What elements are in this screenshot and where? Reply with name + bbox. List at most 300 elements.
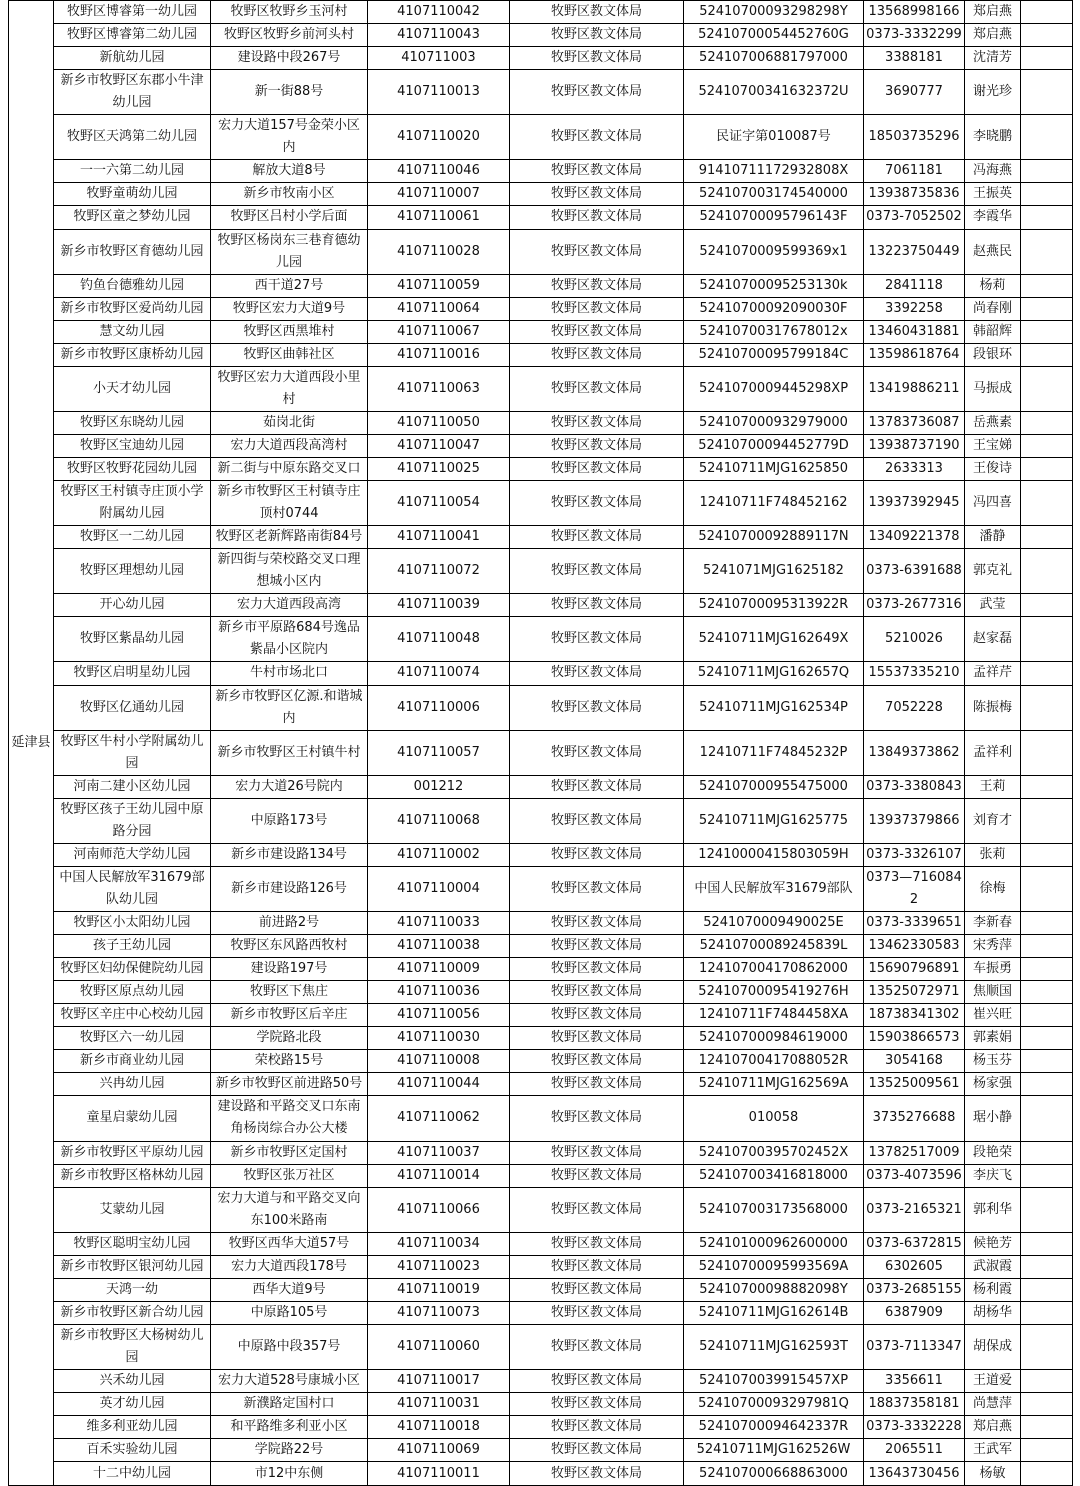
institution-code: 4107110073: [368, 1301, 510, 1324]
institution-code: 4107110025: [368, 458, 510, 481]
table-row: [9, 70, 1073, 115]
kindergarten-name: 牧野区理想幼儿园: [54, 549, 211, 594]
institution-code: 4107110023: [368, 1255, 510, 1278]
empty-cell: [1021, 798, 1073, 843]
registration-number: 5241070009445298XP: [684, 366, 864, 411]
contact-person: 赵燕民: [965, 229, 1021, 274]
registration-number: 52410700395702452X: [684, 1141, 864, 1164]
registration-number: 52410700054452760G: [684, 24, 864, 47]
institution-code: 001212: [368, 775, 510, 798]
table-row: [9, 958, 1073, 981]
kindergarten-name: 新乡市牧野区平原幼儿园: [54, 1141, 211, 1164]
table-row: [9, 1096, 1073, 1141]
table-row: [9, 411, 1073, 434]
contact-person: 车振勇: [965, 958, 1021, 981]
institution-code: 4107110064: [368, 297, 510, 320]
contact-person: 尚春刚: [965, 297, 1021, 320]
phone-number: 3690777: [864, 70, 965, 115]
registration-number: 52410700095799184C: [684, 343, 864, 366]
contact-person: 孟祥利: [965, 730, 1021, 775]
contact-person: 韩韶辉: [965, 320, 1021, 343]
empty-cell: [1021, 1278, 1073, 1301]
address: 牧野区牧野乡玉河村: [211, 1, 368, 24]
institution-code: 410711003: [368, 47, 510, 70]
phone-number: 13937379866: [864, 798, 965, 843]
supervising-department: 牧野区教文体局: [510, 229, 684, 274]
registration-number: 52410700095796143F: [684, 206, 864, 229]
supervising-department: 牧野区教文体局: [510, 617, 684, 662]
kindergarten-name: 牧野区博睿第一幼儿园: [54, 1, 211, 24]
address: 牛村市场北口: [211, 662, 368, 685]
registration-number: 52410700341632372U: [684, 70, 864, 115]
registration-number: 010058: [684, 1096, 864, 1141]
table-row: [9, 662, 1073, 685]
address: 茹岗北街: [211, 411, 368, 434]
contact-person: 陈振梅: [965, 685, 1021, 730]
address: 牧野区牧野乡前河头村: [211, 24, 368, 47]
supervising-department: 牧野区教文体局: [510, 1278, 684, 1301]
contact-person: 马振成: [965, 366, 1021, 411]
kindergarten-name: 童星启蒙幼儿园: [54, 1096, 211, 1141]
address: 前进路2号: [211, 912, 368, 935]
institution-code: 4107110004: [368, 866, 510, 911]
phone-number: 18837358181: [864, 1393, 965, 1416]
contact-person: 胡保成: [965, 1324, 1021, 1369]
table-row: [9, 798, 1073, 843]
institution-code: 4107110020: [368, 115, 510, 160]
table-row: [9, 1255, 1073, 1278]
supervising-department: 牧野区教文体局: [510, 1232, 684, 1255]
empty-cell: [1021, 1439, 1073, 1462]
supervising-department: 牧野区教文体局: [510, 1141, 684, 1164]
phone-number: 0373-2685155: [864, 1278, 965, 1301]
contact-person: 焦顺国: [965, 981, 1021, 1004]
empty-cell: [1021, 274, 1073, 297]
kindergarten-name: 孩子王幼儿园: [54, 935, 211, 958]
supervising-department: 牧野区教文体局: [510, 1439, 684, 1462]
registration-number: 52410711MJG162534P: [684, 685, 864, 730]
contact-person: 王俊诗: [965, 458, 1021, 481]
empty-cell: [1021, 1073, 1073, 1096]
supervising-department: 牧野区教文体局: [510, 1050, 684, 1073]
supervising-department: 牧野区教文体局: [510, 866, 684, 911]
kindergarten-name: 兴冉幼儿园: [54, 1073, 211, 1096]
kindergarten-name: 开心幼儿园: [54, 594, 211, 617]
table-row: [9, 526, 1073, 549]
address: 新乡市平原路684号逸品紫晶小区院内: [211, 617, 368, 662]
empty-cell: [1021, 1324, 1073, 1369]
registration-number: 52410700095253130k: [684, 274, 864, 297]
registration-number: 5241071MJG1625182: [684, 549, 864, 594]
address: 西华大道9号: [211, 1278, 368, 1301]
contact-person: 杨玉芬: [965, 1050, 1021, 1073]
contact-person: 李霞华: [965, 206, 1021, 229]
supervising-department: 牧野区教文体局: [510, 481, 684, 526]
table-row: [9, 229, 1073, 274]
address: 新二街与中原东路交叉口: [211, 458, 368, 481]
registration-number: 12410700417088052R: [684, 1050, 864, 1073]
table-row: [9, 1393, 1073, 1416]
empty-cell: [1021, 1393, 1073, 1416]
address: 市12中东侧: [211, 1462, 368, 1486]
registration-number: 524107000984619000: [684, 1027, 864, 1050]
empty-cell: [1021, 320, 1073, 343]
contact-person: 李新春: [965, 912, 1021, 935]
institution-code: 4107110069: [368, 1439, 510, 1462]
institution-code: 4107110030: [368, 1027, 510, 1050]
kindergarten-name: 一一六第二幼儿园: [54, 160, 211, 183]
table-row: [9, 24, 1073, 47]
registration-number: 52410700317678012x: [684, 320, 864, 343]
table-row: [9, 366, 1073, 411]
phone-number: 13598618764: [864, 343, 965, 366]
kindergarten-name: 牧野区小太阳幼儿园: [54, 912, 211, 935]
kindergarten-name: 牧野区启明星幼儿园: [54, 662, 211, 685]
table-row: [9, 1324, 1073, 1369]
supervising-department: 牧野区教文体局: [510, 366, 684, 411]
phone-number: 15903866573: [864, 1027, 965, 1050]
institution-code: 4107110042: [368, 1, 510, 24]
phone-number: 13643730456: [864, 1462, 965, 1486]
kindergarten-name: 牧野区博睿第二幼儿园: [54, 24, 211, 47]
registration-number: 52410700093298298Y: [684, 1, 864, 24]
phone-number: 0373-3332228: [864, 1416, 965, 1439]
registration-number: 524107003173568000: [684, 1187, 864, 1232]
contact-person: 潘静: [965, 526, 1021, 549]
kindergarten-name: 新乡市牧野区新合幼儿园: [54, 1301, 211, 1324]
contact-person: 杨利霞: [965, 1278, 1021, 1301]
table-row: [9, 274, 1073, 297]
empty-cell: [1021, 24, 1073, 47]
phone-number: 13849373862: [864, 730, 965, 775]
table-row: [9, 775, 1073, 798]
empty-cell: [1021, 229, 1073, 274]
table-row: [9, 1370, 1073, 1393]
kindergarten-name: 中国人民解放军31679部队幼儿园: [54, 866, 211, 911]
contact-person: 孟祥芹: [965, 662, 1021, 685]
table-row: [9, 1004, 1073, 1027]
registration-number: 12410711F74845232P: [684, 730, 864, 775]
supervising-department: 牧野区教文体局: [510, 160, 684, 183]
contact-person: 王道爱: [965, 1370, 1021, 1393]
address: 新乡市牧野区定国村: [211, 1141, 368, 1164]
address: 新濮路定国村口: [211, 1393, 368, 1416]
supervising-department: 牧野区教文体局: [510, 206, 684, 229]
supervising-department: 牧野区教文体局: [510, 526, 684, 549]
contact-person: 郭素娟: [965, 1027, 1021, 1050]
address: 宏力大道与和平路交叉向东100米路南: [211, 1187, 368, 1232]
supervising-department: 牧野区教文体局: [510, 1416, 684, 1439]
registration-number: 52410700092889117N: [684, 526, 864, 549]
table-row: [9, 617, 1073, 662]
phone-number: 13460431881: [864, 320, 965, 343]
registration-number: 524107003174540000: [684, 183, 864, 206]
registration-number: 5241070009599369x1: [684, 229, 864, 274]
empty-cell: [1021, 958, 1073, 981]
table-row: [9, 1141, 1073, 1164]
registration-number: 524107000932979000: [684, 411, 864, 434]
address: 新乡市牧野区王村镇寺庄顶村0744: [211, 481, 368, 526]
table-row: [9, 1416, 1073, 1439]
kindergarten-name: 牧野区一二幼儿园: [54, 526, 211, 549]
empty-cell: [1021, 1027, 1073, 1050]
supervising-department: 牧野区教文体局: [510, 935, 684, 958]
address: 学院路22号: [211, 1439, 368, 1462]
phone-number: 0373-7113347: [864, 1324, 965, 1369]
table-row: [9, 481, 1073, 526]
kindergarten-name: 新乡市牧野区格林幼儿园: [54, 1164, 211, 1187]
address: 西干道27号: [211, 274, 368, 297]
empty-cell: [1021, 594, 1073, 617]
contact-person: 武淑霞: [965, 1255, 1021, 1278]
institution-code: 4107110017: [368, 1370, 510, 1393]
registration-number: 52410700095313922R: [684, 594, 864, 617]
supervising-department: 牧野区教文体局: [510, 594, 684, 617]
supervising-department: 牧野区教文体局: [510, 549, 684, 594]
empty-cell: [1021, 411, 1073, 434]
registration-number: 52410711MJG162569A: [684, 1073, 864, 1096]
supervising-department: 牧野区教文体局: [510, 1164, 684, 1187]
institution-code: 4107110011: [368, 1462, 510, 1486]
institution-code: 4107110039: [368, 594, 510, 617]
contact-person: 尚慧萍: [965, 1393, 1021, 1416]
phone-number: 0373-6372815: [864, 1232, 965, 1255]
empty-cell: [1021, 297, 1073, 320]
institution-code: 4107110013: [368, 70, 510, 115]
address: 牧野区下焦庄: [211, 981, 368, 1004]
registration-number: 52410711MJG1625850: [684, 458, 864, 481]
registration-number: 52410711MJG162593T: [684, 1324, 864, 1369]
address: 宏力大道西段178号: [211, 1255, 368, 1278]
contact-person: 郑启燕: [965, 1, 1021, 24]
kindergarten-name: 新乡市牧野区育德幼儿园: [54, 229, 211, 274]
kindergarten-name: 牧野区六一幼儿园: [54, 1027, 211, 1050]
contact-person: 谢光珍: [965, 70, 1021, 115]
empty-cell: [1021, 343, 1073, 366]
phone-number: 15690796891: [864, 958, 965, 981]
institution-code: 4107110068: [368, 798, 510, 843]
table-row: [9, 458, 1073, 481]
registration-number: 52410700095993569A: [684, 1255, 864, 1278]
empty-cell: [1021, 843, 1073, 866]
empty-cell: [1021, 458, 1073, 481]
kindergarten-name: 牧野区原点幼儿园: [54, 981, 211, 1004]
table-row: [9, 115, 1073, 160]
registration-number: 5241070009490025E: [684, 912, 864, 935]
supervising-department: 牧野区教文体局: [510, 183, 684, 206]
phone-number: 0373-7052502: [864, 206, 965, 229]
contact-person: 杨莉: [965, 274, 1021, 297]
phone-number: 18738341302: [864, 1004, 965, 1027]
table-row: [9, 730, 1073, 775]
address: 牧野区宏力大道9号: [211, 297, 368, 320]
kindergarten-name: 牧野区聪明宝幼儿园: [54, 1232, 211, 1255]
kindergarten-name: 维多利亚幼儿园: [54, 1416, 211, 1439]
address: 宏力大道26号院内: [211, 775, 368, 798]
supervising-department: 牧野区教文体局: [510, 1096, 684, 1141]
institution-code: 4107110048: [368, 617, 510, 662]
institution-code: 4107110043: [368, 24, 510, 47]
address: 宏力大道157号金荣小区内: [211, 115, 368, 160]
kindergarten-name: 新乡市商业幼儿园: [54, 1050, 211, 1073]
kindergarten-name: 新乡市牧野区爱尚幼儿园: [54, 297, 211, 320]
table-row: [9, 183, 1073, 206]
contact-person: 赵家磊: [965, 617, 1021, 662]
institution-code: 4107110016: [368, 343, 510, 366]
kindergarten-name: 牧野区王村镇寺庄顶小学附属幼儿园: [54, 481, 211, 526]
empty-cell: [1021, 70, 1073, 115]
address: 新乡市牧南小区: [211, 183, 368, 206]
empty-cell: [1021, 1096, 1073, 1141]
empty-cell: [1021, 526, 1073, 549]
registration-number: 52410700093297981Q: [684, 1393, 864, 1416]
supervising-department: 牧野区教文体局: [510, 981, 684, 1004]
kindergarten-name: 慧文幼儿园: [54, 320, 211, 343]
contact-person: 徐梅: [965, 866, 1021, 911]
institution-code: 4107110074: [368, 662, 510, 685]
kindergarten-name: 牧野区紫晶幼儿园: [54, 617, 211, 662]
registration-number: 124107004170862000: [684, 958, 864, 981]
kindergarten-name: 牧野区亿通幼儿园: [54, 685, 211, 730]
phone-number: 7052228: [864, 685, 965, 730]
supervising-department: 牧野区教文体局: [510, 297, 684, 320]
kindergarten-name: 艾蒙幼儿园: [54, 1187, 211, 1232]
kindergarten-name: 河南二建小区幼儿园: [54, 775, 211, 798]
registration-number: 52410700094642337R: [684, 1416, 864, 1439]
empty-cell: [1021, 1, 1073, 24]
institution-code: 4107110044: [368, 1073, 510, 1096]
institution-code: 4107110008: [368, 1050, 510, 1073]
table-row: [9, 1164, 1073, 1187]
institution-code: 4107110009: [368, 958, 510, 981]
address: 新乡市建设路134号: [211, 843, 368, 866]
empty-cell: [1021, 366, 1073, 411]
registration-number: 12410711F7484458XA: [684, 1004, 864, 1027]
supervising-department: 牧野区教文体局: [510, 1, 684, 24]
empty-cell: [1021, 549, 1073, 594]
phone-number: 2841118: [864, 274, 965, 297]
empty-cell: [1021, 481, 1073, 526]
institution-code: 4107110014: [368, 1164, 510, 1187]
empty-cell: [1021, 183, 1073, 206]
phone-number: 7061181: [864, 160, 965, 183]
institution-code: 4107110041: [368, 526, 510, 549]
supervising-department: 牧野区教文体局: [510, 70, 684, 115]
address: 牧野区杨岗东三巷育德幼儿园: [211, 229, 368, 274]
phone-number: 0373-3332299: [864, 24, 965, 47]
phone-number: 3392258: [864, 297, 965, 320]
address: 中原路105号: [211, 1301, 368, 1324]
supervising-department: 牧野区教文体局: [510, 1393, 684, 1416]
kindergarten-name: 天鸿一幼: [54, 1278, 211, 1301]
address: 中原路中段357号: [211, 1324, 368, 1369]
institution-code: 4107110034: [368, 1232, 510, 1255]
institution-code: 4107110054: [368, 481, 510, 526]
address: 建设路197号: [211, 958, 368, 981]
contact-person: 刘育才: [965, 798, 1021, 843]
phone-number: 15537335210: [864, 662, 965, 685]
empty-cell: [1021, 866, 1073, 911]
kindergarten-name: 新乡市牧野区东郡小牛津幼儿园: [54, 70, 211, 115]
table-row: [9, 843, 1073, 866]
institution-code: 4107110047: [368, 434, 510, 457]
empty-cell: [1021, 47, 1073, 70]
table-row: [9, 1073, 1073, 1096]
empty-cell: [1021, 1050, 1073, 1073]
supervising-department: 牧野区教文体局: [510, 274, 684, 297]
empty-cell: [1021, 206, 1073, 229]
supervising-department: 牧野区教文体局: [510, 1027, 684, 1050]
phone-number: 0373-6391688: [864, 549, 965, 594]
empty-cell: [1021, 935, 1073, 958]
kindergarten-name: 牧野区妇幼保健院幼儿园: [54, 958, 211, 981]
empty-cell: [1021, 1141, 1073, 1164]
kindergarten-name: 新乡市牧野区康桥幼儿园: [54, 343, 211, 366]
kindergarten-name: 牧野区辛庄中心校幼儿园: [54, 1004, 211, 1027]
contact-person: 郑启燕: [965, 1416, 1021, 1439]
phone-number: 13462330583: [864, 935, 965, 958]
kindergarten-table: [8, 0, 1073, 1486]
table-row: [9, 912, 1073, 935]
contact-person: 冯四喜: [965, 481, 1021, 526]
kindergarten-name: 钓鱼台德雅幼儿园: [54, 274, 211, 297]
contact-person: 李庆飞: [965, 1164, 1021, 1187]
empty-cell: [1021, 434, 1073, 457]
table-row: [9, 1301, 1073, 1324]
registration-number: 52410711MJG1625775: [684, 798, 864, 843]
contact-person: 王莉: [965, 775, 1021, 798]
registration-number: 民证字第010087号: [684, 115, 864, 160]
phone-number: 13938737190: [864, 434, 965, 457]
phone-number: 5210026: [864, 617, 965, 662]
empty-cell: [1021, 1462, 1073, 1486]
kindergarten-name: 兴禾幼儿园: [54, 1370, 211, 1393]
contact-person: 郭克礼: [965, 549, 1021, 594]
phone-number: 3054168: [864, 1050, 965, 1073]
table-row: [9, 1278, 1073, 1301]
phone-number: 2633313: [864, 458, 965, 481]
kindergarten-name: 牧野区孩子王幼儿园中原路分园: [54, 798, 211, 843]
table-row: [9, 1187, 1073, 1232]
empty-cell: [1021, 160, 1073, 183]
kindergarten-name: 新航幼儿园: [54, 47, 211, 70]
kindergarten-name: 英才幼儿园: [54, 1393, 211, 1416]
contact-person: 杨家强: [965, 1073, 1021, 1096]
contact-person: 宋秀萍: [965, 935, 1021, 958]
phone-number: 0373-3339651: [864, 912, 965, 935]
registration-number: 524101000962600000: [684, 1232, 864, 1255]
contact-person: 沈清芳: [965, 47, 1021, 70]
table-row: [9, 206, 1073, 229]
empty-cell: [1021, 1164, 1073, 1187]
supervising-department: 牧野区教文体局: [510, 798, 684, 843]
phone-number: 13419886211: [864, 366, 965, 411]
contact-person: 候艳芳: [965, 1232, 1021, 1255]
registration-number: 52410711MJG162526W: [684, 1439, 864, 1462]
phone-number: 13525009561: [864, 1073, 965, 1096]
table-row: [9, 160, 1073, 183]
institution-code: 4107110006: [368, 685, 510, 730]
supervising-department: 牧野区教文体局: [510, 958, 684, 981]
institution-code: 4107110018: [368, 1416, 510, 1439]
phone-number: 13223750449: [864, 229, 965, 274]
address: 建设路和平路交叉口东南角杨岗综合办公大楼: [211, 1096, 368, 1141]
address: 荣校路15号: [211, 1050, 368, 1073]
phone-number: 0373-2165321: [864, 1187, 965, 1232]
address: 牧野区吕村小学后面: [211, 206, 368, 229]
registration-number: 12410000415803059H: [684, 843, 864, 866]
address: 学院路北段: [211, 1027, 368, 1050]
